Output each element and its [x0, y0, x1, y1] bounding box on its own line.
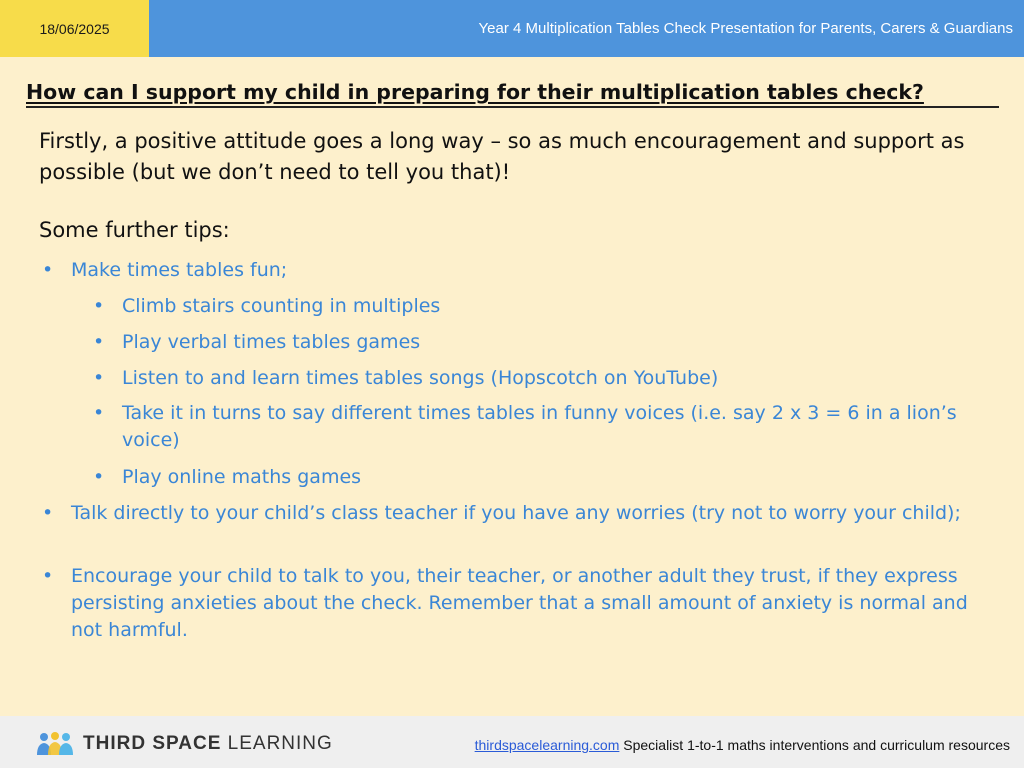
- footer-tagline: Specialist 1-to-1 maths interventions and curriculum resources: [623, 737, 1010, 753]
- bullet-icon: •: [93, 402, 105, 424]
- slide-heading: How can I support my child in preparing for their multiplication tables check?: [26, 80, 924, 104]
- bullet-icon: •: [42, 565, 54, 587]
- list-item: [93, 365, 982, 392]
- list-item-text: Play verbal times tables games: [122, 331, 421, 353]
- list-item-text: Talk directly to your child’s class teacher if you have any worries (try not to worry your child);: [71, 502, 961, 524]
- date-label: 18/06/2025: [0, 0, 149, 57]
- third-space-learning-logo: [35, 731, 333, 757]
- website-link[interactable]: thirdspacelearning.com: [474, 737, 620, 753]
- bullet-icon: •: [93, 367, 105, 389]
- list-item: [42, 257, 971, 284]
- logo-text: THIRD SPACE LEARNING: [83, 733, 333, 754]
- list-item: [42, 563, 981, 644]
- people-icon: [35, 731, 75, 757]
- heading-underline: [26, 106, 999, 108]
- presentation-title: Year 4 Multiplication Tables Check Presentation for Parents, Carers & Guardians: [478, 20, 1013, 37]
- footer-info: [475, 737, 1010, 753]
- bullet-icon: •: [42, 259, 54, 281]
- intro-paragraph: Firstly, a positive attitude goes a long way – so as much encouragement and support as possible (but we don’t need to tell you that)!: [39, 129, 965, 184]
- header-bar: [0, 0, 1024, 57]
- list-item: [93, 464, 982, 491]
- bullet-icon: •: [93, 295, 105, 317]
- list-item: [93, 400, 982, 454]
- tips-title: Some further tips:: [39, 218, 230, 242]
- list-item-text: Take it in turns to say different times tables in funny voices (i.e. say 2 x 3 = 6 in a lion’s voice): [122, 402, 957, 451]
- list-item-text: Listen to and learn times tables songs (Hopscotch on YouTube): [122, 367, 719, 389]
- list-item: [93, 293, 982, 320]
- list-item: [42, 500, 971, 527]
- list-item-text: Encourage your child to talk to you, their teacher, or another adult they trust, if they express persisting anxieties about the check. Remember that a small amount of anxiety is normal and not harmful.: [71, 565, 968, 641]
- bullet-icon: •: [93, 466, 105, 488]
- bullet-icon: •: [42, 502, 54, 524]
- bullet-icon: •: [93, 331, 105, 353]
- list-item: [93, 329, 982, 356]
- list-item-text: Climb stairs counting in multiples: [122, 295, 441, 317]
- list-item-text: Play online maths games: [122, 466, 362, 488]
- list-item-text: Make times tables fun;: [71, 259, 288, 281]
